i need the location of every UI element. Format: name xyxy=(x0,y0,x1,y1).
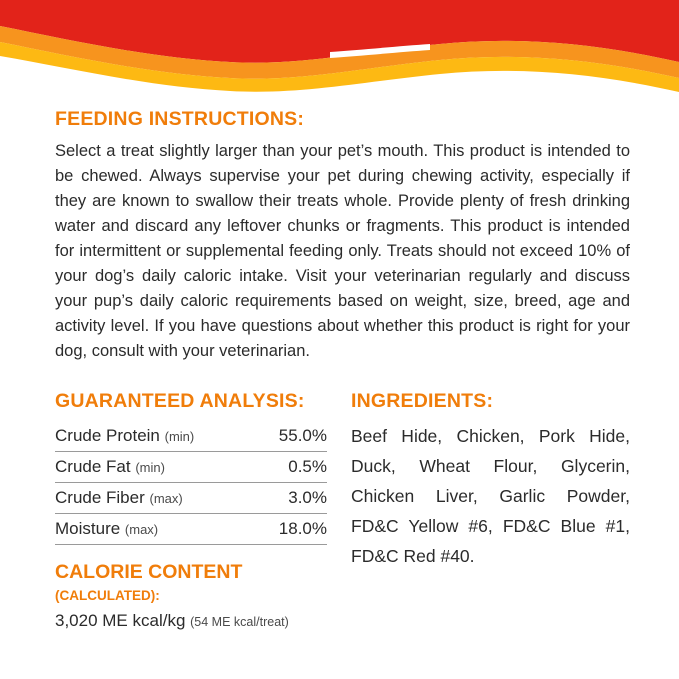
table-row xyxy=(55,421,327,452)
feeding-instructions-heading: FEEDING INSTRUCTIONS: xyxy=(55,108,305,130)
nutrient-cell xyxy=(55,421,257,452)
ribbon-yellow-band xyxy=(0,42,679,92)
ribbon-orange-band xyxy=(0,26,679,79)
nutrient-value: 3.0% xyxy=(257,483,327,514)
table-row xyxy=(55,514,327,545)
nutrient-name: Crude Protein xyxy=(55,426,160,445)
calorie-content-heading xyxy=(55,561,327,607)
ribbon-white-gap xyxy=(330,44,430,58)
nutrient-qualifier: (min) xyxy=(135,460,165,475)
nutrient-qualifier: (min) xyxy=(164,429,195,444)
feeding-instructions-text: Select a treat slightly larger than your pet’s mouth. This product is intended to be chewed. Always supervise your pet during chewing activity, especially if they are known to swallow their treats whole. Provide plenty of fresh drinking water and discard any leftover chunks or fragments. This product is intended for intermittent or supplemental feeding only. Treats should not exceed 10% of your dog’s daily caloric intake. Visit your veterinarian regularly and discuss your pup’s daily caloric requirements based on weight, size, breed, age and activity level. If you have questions about whether this product is right for your dog, consult with your veterinarian. xyxy=(55,142,630,360)
nutrient-value: 18.0% xyxy=(257,514,327,545)
nutrient-cell xyxy=(55,514,257,545)
calorie-content-heading-main: CALORIE CONTENT xyxy=(55,561,243,583)
ingredients-heading: INGREDIENTS: xyxy=(351,390,494,412)
ingredients-column xyxy=(327,390,630,631)
nutrient-cell xyxy=(55,452,257,483)
nutrient-name: Crude Fat xyxy=(55,457,131,476)
label-content xyxy=(55,108,630,631)
nutrient-value: 55.0% xyxy=(257,421,327,452)
calorie-content-value: 3,020 ME kcal/kg xyxy=(55,611,186,630)
calorie-content-value-row xyxy=(55,611,327,631)
guaranteed-analysis-table xyxy=(55,421,327,545)
nutrient-qualifier: (max) xyxy=(124,522,159,537)
calorie-content-heading-note: (CALCULATED): xyxy=(55,588,160,603)
ribbon-red-band xyxy=(0,0,679,63)
nutrient-value: 0.5% xyxy=(257,452,327,483)
guaranteed-analysis-heading: GUARANTEED ANALYSIS: xyxy=(55,390,305,412)
lower-columns xyxy=(55,390,630,631)
table-row xyxy=(55,483,327,514)
nutrient-name: Moisture xyxy=(55,519,121,538)
decorative-ribbon-graphic xyxy=(0,0,679,100)
ingredients-text: Beef Hide, Chicken, Pork Hide, Duck, Wheat Flour, Glycerin, Chicken Liver, Garlic Powder, FD&C Yellow #6, FD&C Blue #1, FD&C Red #40. xyxy=(351,426,630,566)
table-row xyxy=(55,452,327,483)
nutrient-qualifier: (max) xyxy=(149,491,183,506)
guaranteed-analysis-column xyxy=(55,390,327,631)
nutrient-name: Crude Fiber xyxy=(55,488,145,507)
nutrient-cell xyxy=(55,483,257,514)
calorie-content-per-treat: (54 ME kcal/treat) xyxy=(190,615,289,629)
